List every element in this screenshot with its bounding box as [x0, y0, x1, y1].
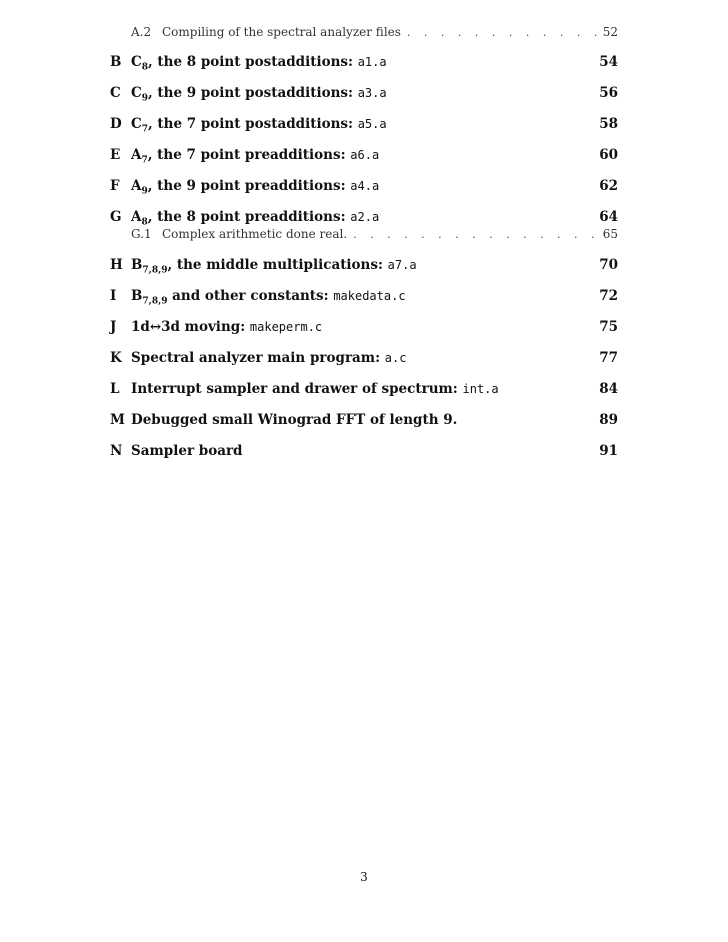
toc-entry-c[interactable] [110, 83, 618, 114]
toc-filename: a3.a [357, 86, 387, 100]
toc-filename: makedata.c [333, 289, 406, 303]
toc-page-number: 54 [599, 54, 618, 70]
toc-entry-f[interactable] [110, 176, 618, 207]
toc-title: Spectral analyzer main program: a.c [131, 350, 407, 366]
toc-page-number: 77 [599, 350, 618, 366]
toc-title: Compiling of the spectral analyzer files [162, 25, 401, 39]
toc-title: $A_7$, the 7 point preadditions: a6.a [131, 147, 380, 166]
toc-appendix-letter: K [110, 350, 122, 366]
toc-title: Debugged small Winograd FFT of length 9. [131, 412, 458, 428]
toc-entry-b[interactable] [110, 52, 618, 83]
toc-appendix-letter: H [110, 257, 123, 273]
toc-page-number: 56 [599, 85, 618, 101]
toc-appendix-letter: M [110, 412, 125, 428]
toc-title: $B_{7,8,9}$, the middle multiplications: a7.a [131, 257, 417, 276]
toc-title: $A_8$, the 8 point preadditions: a2.a [131, 209, 380, 228]
toc-filename: a2.a [350, 210, 380, 224]
toc-subentry-g1[interactable] [110, 224, 618, 244]
toc-page-number: 70 [599, 257, 618, 273]
toc-appendix-letter: E [110, 147, 121, 163]
toc-entry-d[interactable] [110, 114, 618, 145]
toc-entry-j[interactable] [110, 317, 618, 348]
toc-appendix-letter: N [110, 443, 123, 459]
toc-section-number: G.1 [131, 227, 152, 241]
toc-page-number: 62 [599, 178, 618, 194]
toc-title: Interrupt sampler and drawer of spectrum: int.a [131, 381, 499, 397]
toc-title: $B_{7,8,9}$ and other constants: makedata.c [131, 288, 406, 307]
toc-page-number: 52 [602, 25, 618, 39]
toc-appendix-letter: D [110, 116, 122, 132]
toc-entry-h[interactable] [110, 255, 618, 286]
toc-filename: int.a [462, 382, 499, 396]
toc-appendix-letter: F [110, 178, 120, 194]
toc-filename: a1.a [357, 55, 387, 69]
toc-filename: a.c [384, 351, 407, 365]
toc-title: $C_7$, the 7 point postadditions: a5.a [131, 116, 387, 135]
toc-title: Sampler board [131, 443, 243, 459]
leader-dots [407, 23, 597, 43]
toc-entry-l[interactable] [110, 379, 618, 410]
toc-title: $C_9$, the 9 point postadditions: a3.a [131, 85, 387, 104]
toc-appendix-letter: G [110, 209, 122, 225]
toc-filename: a6.a [350, 148, 380, 162]
toc-filename: a5.a [357, 117, 387, 131]
toc-page-number: 60 [599, 147, 618, 163]
toc-subentry-a2[interactable] [110, 22, 618, 42]
toc-page-number: 84 [599, 381, 618, 397]
page-number: 3 [360, 870, 368, 884]
toc-entry-k[interactable] [110, 348, 618, 379]
toc-appendix-letter: J [110, 319, 117, 335]
toc-entry-m[interactable] [110, 410, 618, 441]
toc-filename: a4.a [350, 179, 380, 193]
toc-title: 1d↔3d moving: makeperm.c [131, 319, 323, 335]
toc-appendix-letter: C [110, 85, 121, 101]
toc-page-number: 58 [599, 116, 618, 132]
toc-appendix-letter: L [110, 381, 120, 397]
toc-entry-i[interactable] [110, 286, 618, 317]
toc-page-number: 65 [602, 227, 618, 241]
toc-filename: makeperm.c [249, 320, 323, 334]
toc-title: Complex arithmetic done real. [162, 227, 348, 241]
toc-section-number: A.2 [131, 25, 152, 39]
toc-page-number: 91 [599, 443, 618, 459]
toc-filename: a7.a [387, 258, 417, 272]
toc-page-number: 64 [599, 209, 618, 225]
toc-appendix-letter: B [110, 54, 122, 70]
toc-entry-n[interactable] [110, 441, 618, 472]
toc-page-number: 72 [599, 288, 618, 304]
toc-entry-e[interactable] [110, 145, 618, 176]
table-of-contents [110, 22, 618, 472]
toc-entry-g[interactable] [110, 207, 618, 228]
toc-title: $A_9$, the 9 point preadditions: a4.a [131, 178, 380, 197]
toc-page-number: 89 [599, 412, 618, 428]
toc-title: $C_8$, the 8 point postadditions: a1.a [131, 54, 387, 73]
toc-page-number: 75 [599, 319, 618, 335]
toc-appendix-letter: I [110, 288, 117, 304]
leader-dots [353, 225, 597, 245]
